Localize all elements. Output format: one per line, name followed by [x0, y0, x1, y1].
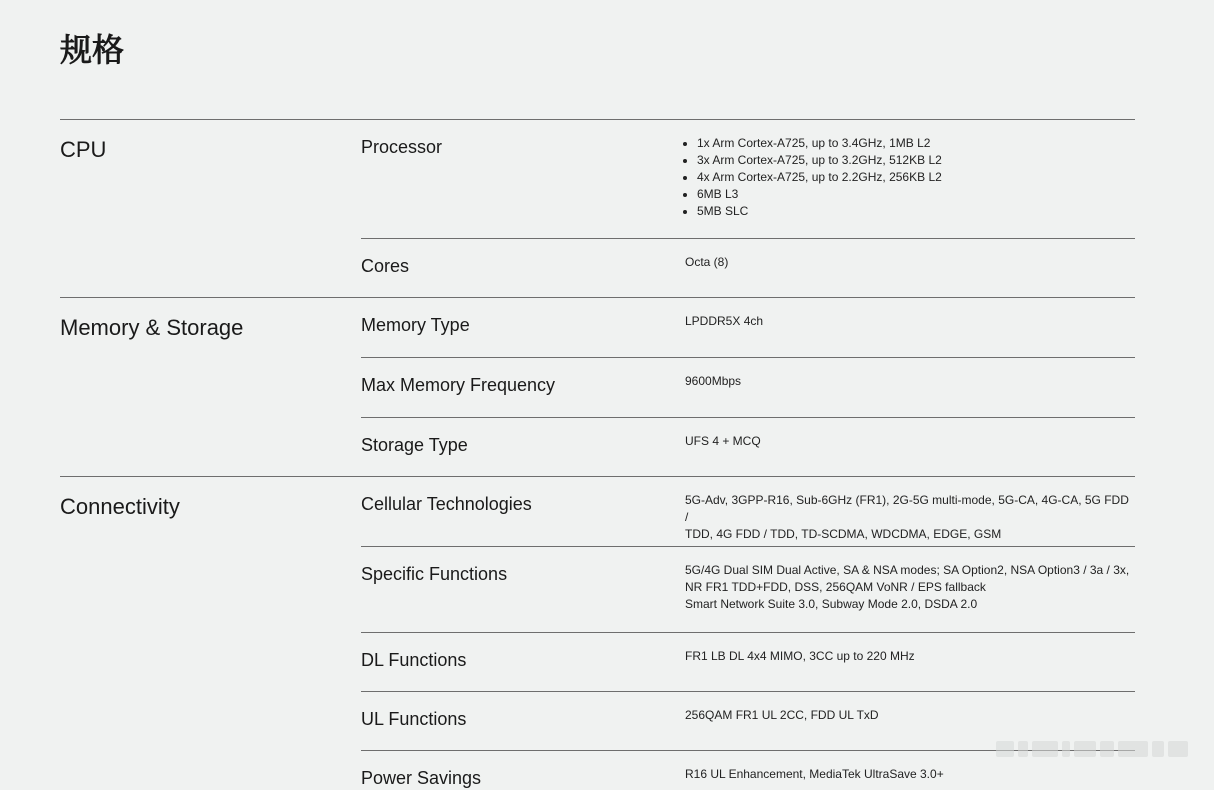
- value-line: TDD, 4G FDD / TDD, TD-SCDMA, WDCDMA, EDGE, GSM: [685, 527, 1002, 541]
- spec-label: Cores: [361, 256, 410, 276]
- spec-row-dl-functions: [361, 632, 1135, 691]
- value-line: NR FR1 TDD+FDD, DSS, 256QAM VoNR / EPS fallback: [685, 580, 986, 594]
- spec-row-storage-type: [361, 417, 1135, 476]
- list-item: • 3x Arm Cortex-A725, up to 3.2GHz, 512KB L2: [697, 152, 1135, 169]
- spec-value: [685, 477, 1135, 543]
- spec-value: [685, 692, 1135, 724]
- spec-row-processor: [361, 120, 1135, 238]
- section-rows: [361, 298, 1135, 476]
- value-line: Smart Network Suite 3.0, Subway Mode 2.0, DSDA 2.0: [685, 597, 978, 611]
- watermark-mark: [1118, 741, 1148, 757]
- spec-value: [685, 239, 1135, 271]
- spec-value: [685, 358, 1135, 390]
- list-item: • 1x Arm Cortex-A725, up to 3.4GHz, 1MB L2: [697, 135, 1135, 152]
- spec-value-list: [685, 135, 1135, 220]
- value-line: R16 UL Enhancement, MediaTek UltraSave 3.0+: [685, 767, 944, 781]
- watermark-mark: [1168, 741, 1188, 757]
- spec-row-cores: [361, 238, 1135, 297]
- section-title: Connectivity: [60, 494, 180, 519]
- value-line: 5G-Adv, 3GPP-R16, Sub-6GHz (FR1), 2G-5G multi-mode, 5G-CA, 4G-CA, 5G FDD /: [685, 493, 1129, 524]
- spec-value: [685, 298, 1135, 330]
- section-connectivity: [60, 476, 1135, 790]
- list-item: • 5MB SLC: [697, 203, 1135, 220]
- watermark-mark: [1018, 741, 1028, 757]
- section-rows: [361, 120, 1135, 297]
- spec-value: [685, 120, 1135, 220]
- value-line: FR1 LB DL 4x4 MIMO, 3CC up to 220 MHz: [685, 649, 915, 663]
- spec-label: UL Functions: [361, 709, 467, 729]
- spec-row-specific-functions: [361, 546, 1135, 632]
- watermark-mark: [1074, 741, 1096, 757]
- spec-value: [685, 633, 1135, 665]
- spec-label: Memory Type: [361, 315, 470, 335]
- watermark-mark: [1062, 741, 1070, 757]
- page-title: 规格: [60, 31, 125, 69]
- value-line: UFS 4 + MCQ: [685, 434, 761, 448]
- watermark-mark: [1100, 741, 1114, 757]
- section-cpu: [60, 119, 1135, 297]
- value-line: 5G/4G Dual SIM Dual Active, SA & NSA modes; SA Option2, NSA Option3 / 3a / 3x,: [685, 563, 1130, 577]
- list-item: • 6MB L3: [697, 186, 1135, 203]
- spec-label: Cellular Technologies: [361, 494, 532, 514]
- watermark-mark: [996, 741, 1014, 757]
- spec-label: DL Functions: [361, 650, 467, 670]
- section-memory-storage: [60, 297, 1135, 476]
- list-item: • 4x Arm Cortex-A725, up to 2.2GHz, 256KB L2: [697, 169, 1135, 186]
- spec-value: [685, 547, 1135, 613]
- spec-row-max-memory-frequency: [361, 357, 1135, 417]
- value-line: 256QAM FR1 UL 2CC, FDD UL TxD: [685, 708, 879, 722]
- spec-label: Specific Functions: [361, 564, 508, 584]
- section-title: Memory & Storage: [60, 315, 244, 340]
- spec-label: Max Memory Frequency: [361, 375, 556, 395]
- watermark-mark: [1032, 741, 1058, 757]
- value-line: 9600Mbps: [685, 374, 742, 388]
- spec-row-cellular-technologies: [361, 477, 1135, 546]
- spec-label: Processor: [361, 137, 443, 157]
- spec-label: Power Savings: [361, 768, 482, 788]
- watermark-graphic: [996, 734, 1202, 764]
- value-line: Octa (8): [685, 255, 729, 269]
- watermark-mark: [1152, 741, 1164, 757]
- spec-value: [685, 418, 1135, 450]
- spec-table: [60, 119, 1135, 790]
- value-line: LPDDR5X 4ch: [685, 314, 764, 328]
- section-title: CPU: [60, 137, 107, 162]
- spec-row-memory-type: [361, 298, 1135, 357]
- spec-label: Storage Type: [361, 435, 468, 455]
